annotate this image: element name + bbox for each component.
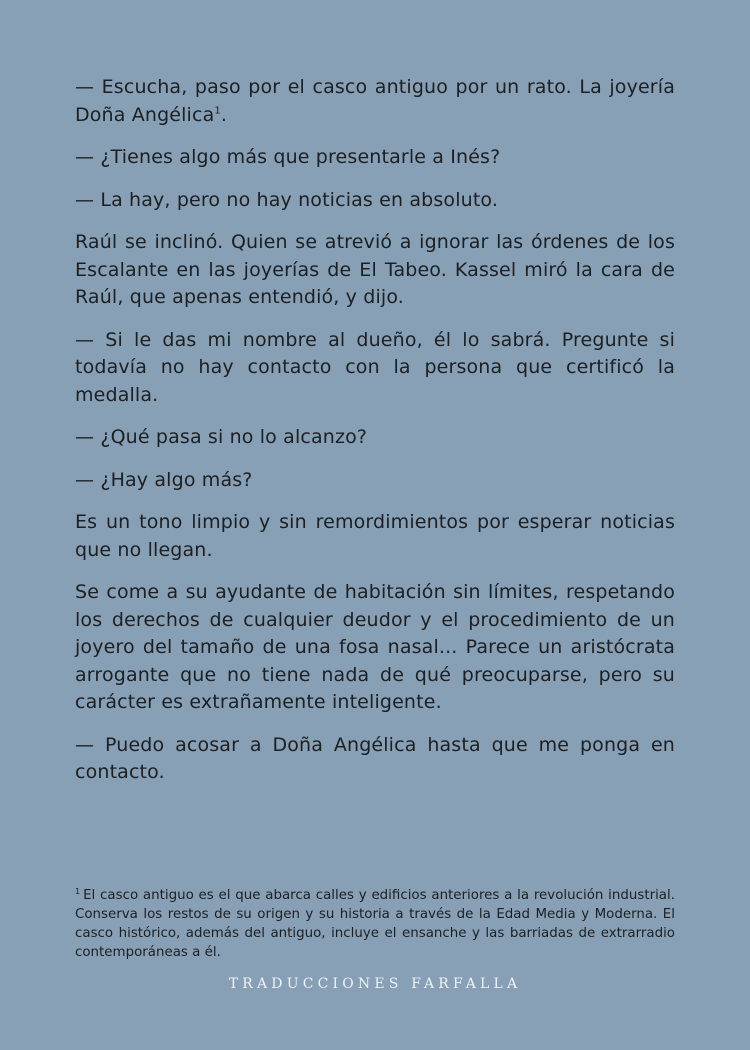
footnote-text: El casco antiguo es el que abarca calles y edificios anteriores a la revolución industrial. Conserva los restos de su origen y su historia a través de la Edad Media y Moderna. El casco histórico, además del antiguo, incluye el ensanche y las barriadas de extrarradio contemporáneas a él. — [75, 888, 675, 960]
footer-credit: TRADUCCIONES FARFALLA — [228, 976, 522, 992]
paragraph: — Si le das mi nombre al dueño, él lo sabrá. Pregunte si todavía no hay contacto con la persona que certificó la medalla. — [75, 328, 675, 406]
paragraph — [75, 74, 675, 129]
paragraph-text-tail: . — [220, 103, 228, 126]
paragraph: — La hay, pero no hay noticias en absoluto. — [75, 188, 499, 211]
paragraph: Es un tono limpio y sin remordimientos por esperar noticias que no llegan. — [75, 511, 675, 561]
footnote-reference[interactable]: 1 — [214, 105, 221, 117]
footnote-mark: 1 — [75, 886, 81, 896]
paragraph: Se come a su ayudante de habitación sin límites, respetando los derechos de cualquier deudor y el procedimiento de un joyero del tamaño de una fosa nasal... Parece un aristócrata arrogante que no tiene nada de qué preocuparse, pero su carácter es extrañamente inteligente. — [75, 581, 675, 713]
paragraph: — ¿Qué pasa si no lo alcanzo? — [75, 426, 368, 448]
paragraph: Raúl se inclinó. Quien se atrevió a ignorar las órdenes de los Escalante en las joyerías de El Tabeo. Kassel miró la cara de Raúl, que apenas entendió, y dijo. — [75, 231, 675, 308]
page-body — [75, 74, 675, 802]
paragraph-text: — Escucha, paso por el casco antiguo por un rato. La joyería Doña Angélica — [75, 76, 675, 126]
paragraph: — ¿Hay algo más? — [75, 468, 253, 491]
paragraph: — Puedo acosar a Doña Angélica hasta que me ponga en contacto. — [75, 733, 675, 783]
footnote — [75, 886, 675, 962]
paragraph: — ¿Tienes algo más que presentarle a Inés? — [75, 146, 501, 168]
